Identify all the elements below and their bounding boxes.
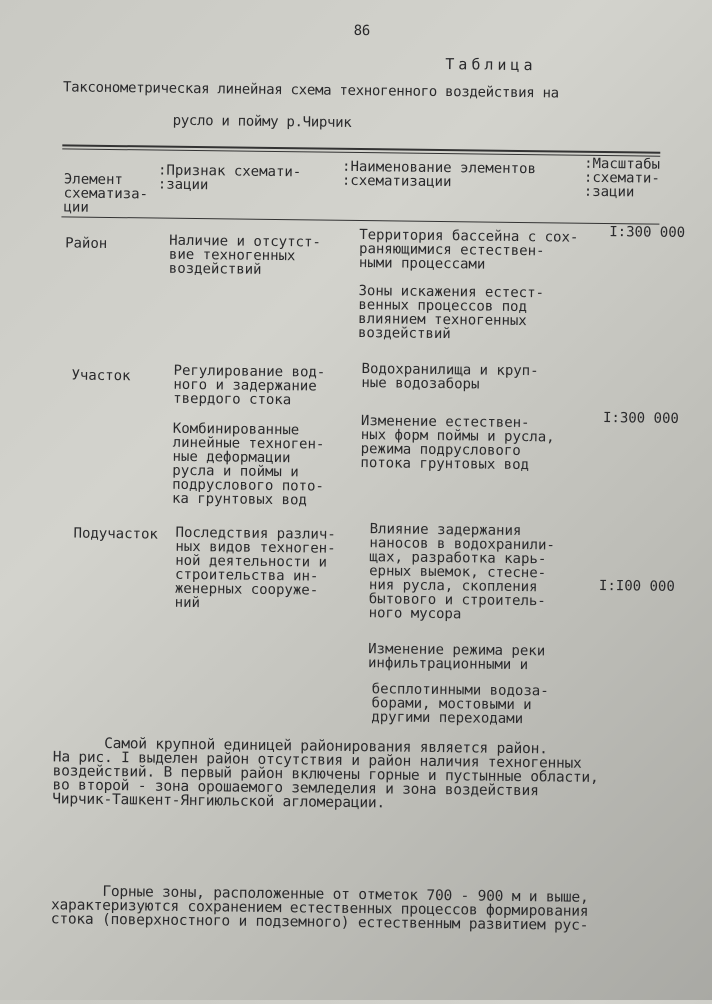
table-title-line-1: Таксонометрическая линейная схема техногенного воздействия на — [62, 79, 559, 102]
row-district-element: Район — [65, 235, 108, 252]
body-paragraph-2: Горные зоны, расположенные от отметок 700 - 900 м и выше, характеризуются сохранением естественных процессов формирования стока (поверхностного и подземного) естественным развитием рус- — [50, 883, 589, 934]
row-section-scale: I:300 000 — [602, 410, 679, 427]
row-district-sign: Наличие и отсутст- вие техногенных воздействий — [168, 232, 321, 278]
row-subsection-name-2: Изменение режима реки инфильтрационными и — [367, 641, 546, 674]
row-subsection-sign: Последствия различ- ных видов техноген- ной деятельности и строительства ин- женерных сооруже- ний — [174, 524, 336, 612]
row-district-name-2: Зоны искажения естест- венных процессов под влиянием техногенных воздействий — [357, 283, 545, 343]
row-district-scale: I:300 000 — [609, 224, 686, 242]
row-section-name-2: Изменение естествен- ных форм поймы и русла, режима подруслового потока грунтовых вод — [360, 413, 555, 474]
header-sign: :Признак схемати- :зации — [157, 162, 302, 194]
row-section-sign-1: Регулирование вод- ного и задержание твердого стока — [173, 362, 326, 409]
row-subsection-scale: I:I00 000 — [598, 577, 675, 595]
page-number: 86 — [353, 22, 371, 40]
row-district-name-1: Территория бассейна с сох- раняющимися естествен- ными процессами — [358, 227, 579, 273]
header-scale: :Масштабы :схемати- :зации — [583, 155, 661, 201]
row-section-element: Участок — [71, 367, 131, 385]
body-paragraph-1: Самой крупной единицей районирования является район. На рис. I выделен район отсутствия и район наличия техногенных воздействий. В первый район включены горные и пустынные области, во второй - зона орошаемого земледелия и зона воздействия Чирчик-Ташкент-Янгиюльской агломерации. — [52, 735, 599, 812]
header-bottom-rule — [61, 216, 659, 224]
row-subsection-name-3: бесплотинными водоза- борами, мостовыми и другими переходами — [371, 681, 549, 728]
table-label: Таблица — [445, 55, 537, 75]
row-section-name-1: Водохранилища и круп- ные водозаборы — [361, 361, 539, 393]
header-names: :Наименование элементов :схематизации — [341, 158, 537, 191]
table-title-line-2: русло и пойму р.Чирчик — [172, 112, 352, 131]
row-subsection-name-1: Влияние задержания наносов в водохранили- щах, разработка карь- ерных выемок, стесне- ния русла, скопления бытового и строитель- ного мусора — [368, 521, 555, 623]
row-subsection-element: Подучасток — [73, 525, 158, 543]
header-element: Элемент схематиза- ции — [63, 171, 149, 216]
row-section-sign-2: Комбинированные линейные техноген- ные деформации русла и поймы и подруслового пото- ка грунтовых вод — [171, 420, 325, 509]
